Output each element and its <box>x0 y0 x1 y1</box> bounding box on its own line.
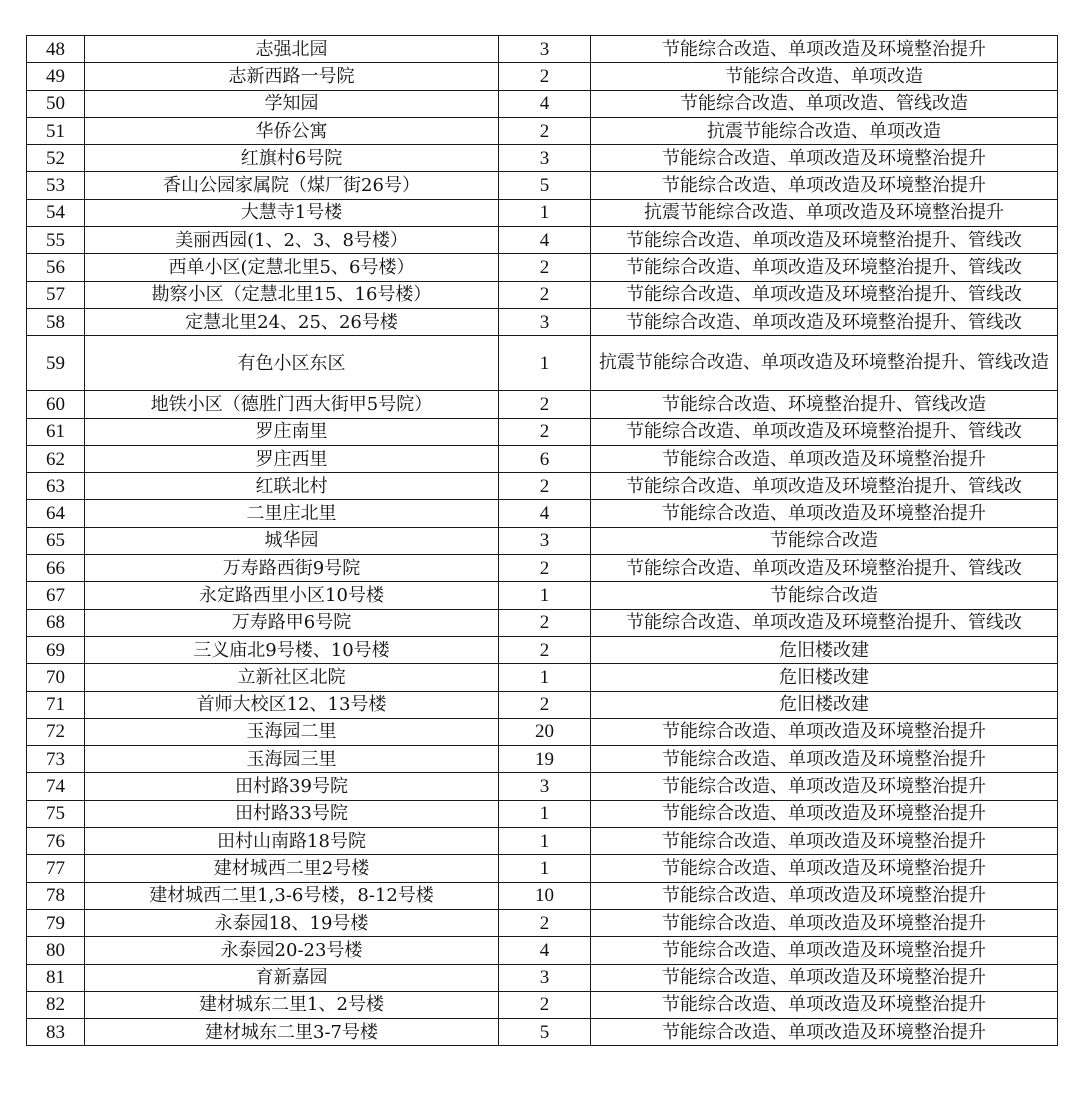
row-number-cell: 65 <box>27 527 85 554</box>
building-count-cell: 3 <box>499 527 591 554</box>
renovation-type-cell: 节能综合改造、单项改造及环境整治提升 <box>591 800 1058 827</box>
community-name-cell: 万寿路西街9号院 <box>85 555 499 582</box>
table-row <box>27 582 1058 609</box>
building-count-cell: 1 <box>499 582 591 609</box>
renovation-type-cell: 节能综合改造 <box>591 582 1058 609</box>
community-name-cell: 永泰园18、19号楼 <box>85 909 499 936</box>
building-count-cell: 2 <box>499 473 591 500</box>
building-count-cell: 10 <box>499 882 591 909</box>
row-number-cell: 71 <box>27 691 85 718</box>
community-name-cell: 二里庄北里 <box>85 500 499 527</box>
community-name-cell: 红旗村6号院 <box>85 145 499 172</box>
community-name-cell: 有色小区东区 <box>85 336 499 391</box>
community-name-cell: 建材城东二里1、2号楼 <box>85 991 499 1018</box>
row-number-cell: 75 <box>27 800 85 827</box>
row-number-cell: 80 <box>27 937 85 964</box>
building-count-cell: 2 <box>499 254 591 281</box>
table-row <box>27 937 1058 964</box>
row-number-cell: 81 <box>27 964 85 991</box>
renovation-type-cell: 节能综合改造、环境整治提升、管线改造 <box>591 391 1058 418</box>
renovation-type-cell: 危旧楼改建 <box>591 664 1058 691</box>
row-number-cell: 68 <box>27 609 85 636</box>
table-row <box>27 691 1058 718</box>
community-name-cell: 建材城西二里1,3-6号楼，8-12号楼 <box>85 882 499 909</box>
community-name-cell: 红联北村 <box>85 473 499 500</box>
community-name-cell: 罗庄西里 <box>85 445 499 472</box>
community-name-cell: 学知园 <box>85 90 499 117</box>
renovation-type-cell: 节能综合改造、单项改造、管线改造 <box>591 90 1058 117</box>
community-name-cell: 永泰园20-23号楼 <box>85 937 499 964</box>
table-row <box>27 882 1058 909</box>
building-count-cell: 6 <box>499 445 591 472</box>
community-name-cell: 永定路西里小区10号楼 <box>85 582 499 609</box>
row-number-cell: 57 <box>27 281 85 308</box>
renovation-type-cell: 节能综合改造、单项改造及环境整治提升 <box>591 828 1058 855</box>
row-number-cell: 53 <box>27 172 85 199</box>
building-count-cell: 1 <box>499 199 591 226</box>
table-row <box>27 964 1058 991</box>
building-count-cell: 1 <box>499 336 591 391</box>
row-number-cell: 55 <box>27 227 85 254</box>
renovation-table <box>26 35 1058 1046</box>
building-count-cell: 1 <box>499 664 591 691</box>
table-row <box>27 828 1058 855</box>
renovation-type-cell: 节能综合改造、单项改造及环境整治提升 <box>591 500 1058 527</box>
row-number-cell: 78 <box>27 882 85 909</box>
community-name-cell: 大慧寺1号楼 <box>85 199 499 226</box>
row-number-cell: 66 <box>27 555 85 582</box>
renovation-type-cell: 节能综合改造、单项改造及环境整治提升、管线改 <box>591 418 1058 445</box>
table-row <box>27 145 1058 172</box>
table-row <box>27 199 1058 226</box>
table-body <box>27 36 1058 1046</box>
renovation-type-cell: 节能综合改造、单项改造及环境整治提升、管线改 <box>591 609 1058 636</box>
building-count-cell: 1 <box>499 855 591 882</box>
table-row <box>27 800 1058 827</box>
row-number-cell: 63 <box>27 473 85 500</box>
renovation-type-cell: 危旧楼改建 <box>591 636 1058 663</box>
building-count-cell: 4 <box>499 500 591 527</box>
community-name-cell: 城华园 <box>85 527 499 554</box>
row-number-cell: 52 <box>27 145 85 172</box>
community-name-cell: 勘察小区（定慧北里15、16号楼） <box>85 281 499 308</box>
renovation-type-cell: 节能综合改造、单项改造及环境整治提升 <box>591 909 1058 936</box>
table-row <box>27 172 1058 199</box>
building-count-cell: 1 <box>499 800 591 827</box>
renovation-type-cell: 节能综合改造、单项改造及环境整治提升 <box>591 773 1058 800</box>
renovation-type-cell: 节能综合改造、单项改造及环境整治提升、管线改 <box>591 227 1058 254</box>
renovation-type-cell: 节能综合改造、单项改造及环境整治提升 <box>591 937 1058 964</box>
building-count-cell: 2 <box>499 418 591 445</box>
renovation-type-cell: 节能综合改造、单项改造及环境整治提升 <box>591 1019 1058 1046</box>
renovation-type-cell: 节能综合改造、单项改造及环境整治提升 <box>591 882 1058 909</box>
community-name-cell: 志新西路一号院 <box>85 63 499 90</box>
building-count-cell: 2 <box>499 391 591 418</box>
renovation-type-cell: 节能综合改造、单项改造及环境整治提升 <box>591 145 1058 172</box>
table-row <box>27 117 1058 144</box>
community-name-cell: 田村山南路18号院 <box>85 828 499 855</box>
row-number-cell: 64 <box>27 500 85 527</box>
community-name-cell: 地铁小区（德胜门西大街甲5号院） <box>85 391 499 418</box>
building-count-cell: 20 <box>499 718 591 745</box>
table-row <box>27 445 1058 472</box>
table-row <box>27 473 1058 500</box>
community-name-cell: 田村路33号院 <box>85 800 499 827</box>
table-row <box>27 909 1058 936</box>
row-number-cell: 69 <box>27 636 85 663</box>
renovation-type-cell: 节能综合改造、单项改造及环境整治提升 <box>591 718 1058 745</box>
community-name-cell: 香山公园家属院（煤厂街26号） <box>85 172 499 199</box>
row-number-cell: 70 <box>27 664 85 691</box>
building-count-cell: 4 <box>499 227 591 254</box>
community-name-cell: 玉海园二里 <box>85 718 499 745</box>
row-number-cell: 72 <box>27 718 85 745</box>
building-count-cell: 19 <box>499 746 591 773</box>
table-row <box>27 63 1058 90</box>
building-count-cell: 3 <box>499 145 591 172</box>
community-name-cell: 首师大校区12、13号楼 <box>85 691 499 718</box>
community-name-cell: 华侨公寓 <box>85 117 499 144</box>
community-name-cell: 志强北园 <box>85 36 499 63</box>
renovation-type-cell: 节能综合改造、单项改造及环境整治提升 <box>591 964 1058 991</box>
table-row <box>27 500 1058 527</box>
community-name-cell: 田村路39号院 <box>85 773 499 800</box>
row-number-cell: 58 <box>27 308 85 335</box>
row-number-cell: 48 <box>27 36 85 63</box>
building-count-cell: 3 <box>499 308 591 335</box>
table-row <box>27 855 1058 882</box>
table-row <box>27 636 1058 663</box>
renovation-type-cell: 节能综合改造、单项改造及环境整治提升、管线改 <box>591 254 1058 281</box>
table-row <box>27 227 1058 254</box>
table-row <box>27 746 1058 773</box>
community-name-cell: 建材城西二里2号楼 <box>85 855 499 882</box>
table-row <box>27 308 1058 335</box>
renovation-type-cell: 节能综合改造、单项改造及环境整治提升 <box>591 746 1058 773</box>
renovation-type-cell: 节能综合改造、单项改造及环境整治提升 <box>591 855 1058 882</box>
building-count-cell: 2 <box>499 117 591 144</box>
row-number-cell: 56 <box>27 254 85 281</box>
building-count-cell: 2 <box>499 609 591 636</box>
row-number-cell: 60 <box>27 391 85 418</box>
row-number-cell: 51 <box>27 117 85 144</box>
renovation-type-cell: 节能综合改造、单项改造及环境整治提升 <box>591 172 1058 199</box>
building-count-cell: 3 <box>499 36 591 63</box>
table-row <box>27 991 1058 1018</box>
row-number-cell: 74 <box>27 773 85 800</box>
table-row <box>27 527 1058 554</box>
row-number-cell: 54 <box>27 199 85 226</box>
table-row <box>27 391 1058 418</box>
table-row <box>27 281 1058 308</box>
community-name-cell: 育新嘉园 <box>85 964 499 991</box>
community-name-cell: 建材城东二里3-7号楼 <box>85 1019 499 1046</box>
renovation-type-cell: 节能综合改造、单项改造及环境整治提升 <box>591 445 1058 472</box>
table-row <box>27 36 1058 63</box>
community-name-cell: 玉海园三里 <box>85 746 499 773</box>
building-count-cell: 2 <box>499 555 591 582</box>
row-number-cell: 82 <box>27 991 85 1018</box>
building-count-cell: 5 <box>499 172 591 199</box>
renovation-type-cell: 节能综合改造、单项改造及环境整治提升、管线改 <box>591 473 1058 500</box>
renovation-type-cell: 节能综合改造、单项改造及环境整治提升 <box>591 991 1058 1018</box>
table-row <box>27 773 1058 800</box>
row-number-cell: 73 <box>27 746 85 773</box>
row-number-cell: 83 <box>27 1019 85 1046</box>
community-name-cell: 万寿路甲6号院 <box>85 609 499 636</box>
building-count-cell: 2 <box>499 281 591 308</box>
renovation-type-cell: 抗震节能综合改造、单项改造及环境整治提升 <box>591 199 1058 226</box>
building-count-cell: 2 <box>499 636 591 663</box>
community-name-cell: 定慧北里24、25、26号楼 <box>85 308 499 335</box>
renovation-type-cell: 节能综合改造、单项改造 <box>591 63 1058 90</box>
renovation-type-cell: 危旧楼改建 <box>591 691 1058 718</box>
table-row <box>27 609 1058 636</box>
renovation-type-cell: 节能综合改造、单项改造及环境整治提升 <box>591 36 1058 63</box>
row-number-cell: 79 <box>27 909 85 936</box>
renovation-type-cell: 节能综合改造 <box>591 527 1058 554</box>
renovation-type-cell: 抗震节能综合改造、单项改造 <box>591 117 1058 144</box>
building-count-cell: 4 <box>499 90 591 117</box>
community-name-cell: 西单小区(定慧北里5、6号楼） <box>85 254 499 281</box>
table-row <box>27 1019 1058 1046</box>
renovation-type-cell: 节能综合改造、单项改造及环境整治提升、管线改 <box>591 555 1058 582</box>
renovation-type-cell: 抗震节能综合改造、单项改造及环境整治提升、管线改造 <box>591 336 1058 391</box>
row-number-cell: 77 <box>27 855 85 882</box>
building-count-cell: 5 <box>499 1019 591 1046</box>
table-row <box>27 718 1058 745</box>
renovation-type-cell: 节能综合改造、单项改造及环境整治提升、管线改 <box>591 281 1058 308</box>
row-number-cell: 50 <box>27 90 85 117</box>
row-number-cell: 59 <box>27 336 85 391</box>
table-row <box>27 664 1058 691</box>
building-count-cell: 2 <box>499 691 591 718</box>
building-count-cell: 2 <box>499 909 591 936</box>
building-count-cell: 1 <box>499 828 591 855</box>
row-number-cell: 67 <box>27 582 85 609</box>
table-row <box>27 336 1058 391</box>
table-row <box>27 254 1058 281</box>
table-row <box>27 555 1058 582</box>
building-count-cell: 2 <box>499 63 591 90</box>
building-count-cell: 3 <box>499 773 591 800</box>
community-name-cell: 三义庙北9号楼、10号楼 <box>85 636 499 663</box>
row-number-cell: 49 <box>27 63 85 90</box>
table-row <box>27 90 1058 117</box>
row-number-cell: 76 <box>27 828 85 855</box>
building-count-cell: 3 <box>499 964 591 991</box>
community-name-cell: 罗庄南里 <box>85 418 499 445</box>
renovation-type-cell: 节能综合改造、单项改造及环境整治提升、管线改 <box>591 308 1058 335</box>
row-number-cell: 62 <box>27 445 85 472</box>
community-name-cell: 美丽西园(1、2、3、8号楼） <box>85 227 499 254</box>
row-number-cell: 61 <box>27 418 85 445</box>
building-count-cell: 2 <box>499 991 591 1018</box>
building-count-cell: 4 <box>499 937 591 964</box>
community-name-cell: 立新社区北院 <box>85 664 499 691</box>
table-row <box>27 418 1058 445</box>
